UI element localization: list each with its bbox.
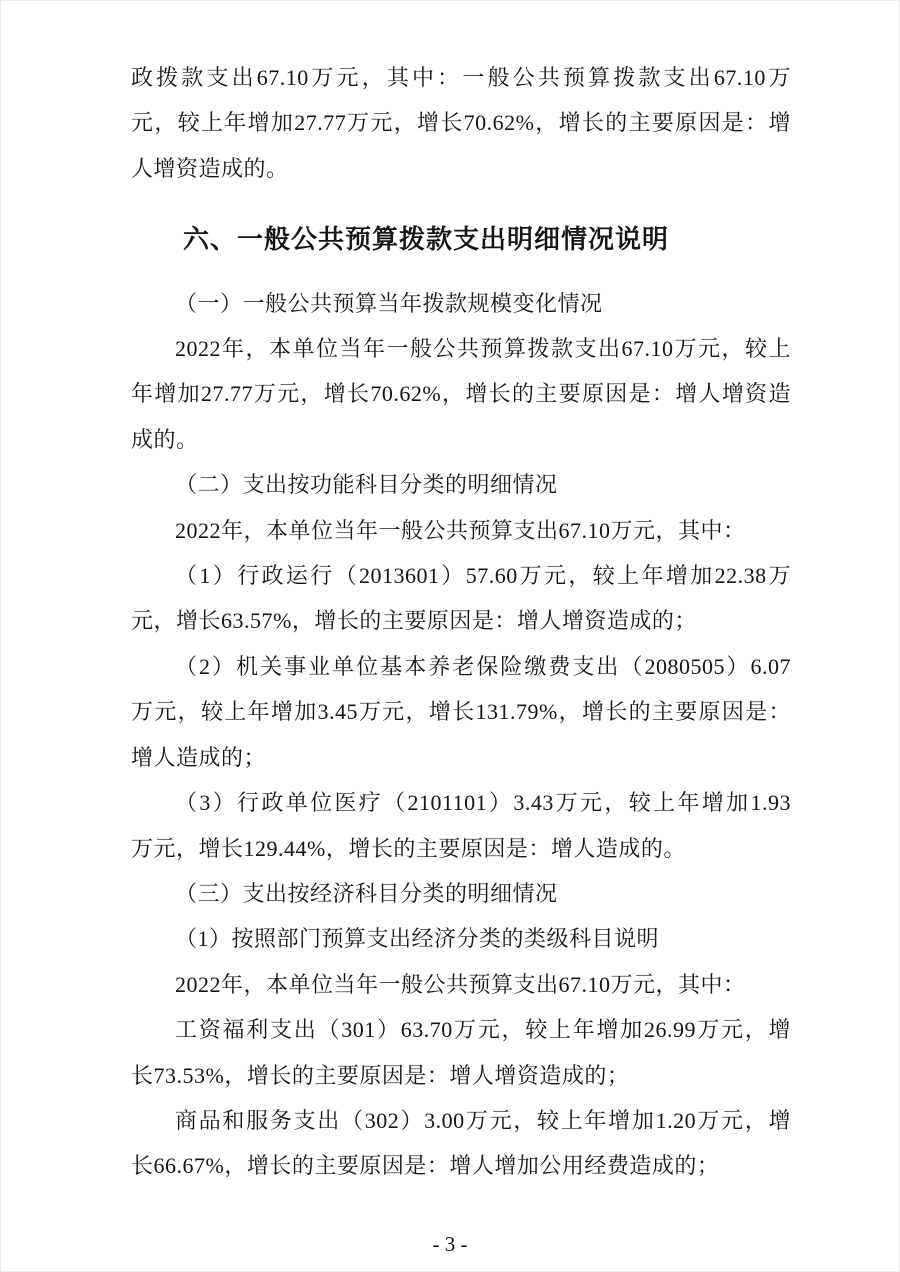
- text-line: 人增资造成的。: [131, 155, 289, 181]
- paragraph: [131, 916, 791, 961]
- text-line: 万元，较上年增加3.45万元，增长131.79%，增长的主要原因是：: [131, 699, 791, 725]
- text-line: 增人造成的；: [131, 744, 267, 770]
- text-line: 2022年，本单位当年一般公共预算支出67.10万元，其中：: [175, 517, 746, 543]
- text-line: 2022年，本单位当年一般公共预算拨款支出67.10万元，较上: [175, 336, 791, 362]
- paragraph: [131, 780, 791, 871]
- paragraph: [131, 55, 791, 191]
- text-line: 2022年，本单位当年一般公共预算支出67.10万元，其中：: [175, 971, 746, 997]
- text-line: （一）一般公共预算当年拨款规模变化情况: [175, 290, 603, 316]
- text-line: 商品和服务支出（302）3.00万元，较上年增加1.20万元，增: [175, 1107, 791, 1133]
- paragraph: [131, 281, 791, 326]
- text-line: （1）按照部门预算支出经济分类的类级科目说明: [175, 926, 660, 952]
- text-line: （2）机关事业单位基本养老保险缴费支出（2080505）6.07: [175, 653, 791, 679]
- paragraph: [131, 326, 791, 462]
- text-line: 元，较上年增加27.77万元，增长70.62%，增长的主要原因是：增: [131, 110, 791, 136]
- text-line: （二）支出按功能科目分类的明细情况: [175, 472, 558, 498]
- section-heading: 六、一般公共预算拨款支出明细情况说明: [183, 224, 670, 255]
- text-line: 元，增长63.57%，增长的主要原因是：增人增资造成的；: [131, 608, 697, 634]
- paragraph: [131, 553, 791, 644]
- page-number: - 3 -: [432, 1232, 468, 1256]
- text-line: 长73.53%，增长的主要原因是：增人增资造成的；: [131, 1062, 630, 1088]
- text-line: 政拨款支出67.10万元，其中：一般公共预算拨款支出67.10万: [131, 65, 791, 90]
- page-content: [131, 1, 791, 1189]
- paragraph: [131, 1098, 791, 1189]
- text-line: 长66.67%，增长的主要原因是：增人增加公用经费造成的；: [131, 1153, 720, 1179]
- paragraph: [131, 462, 791, 507]
- paragraph: [131, 962, 791, 1007]
- text-line: 成的。: [131, 426, 199, 452]
- text-line: 工资福利支出（301）63.70万元，较上年增加26.99万元，增: [175, 1017, 791, 1043]
- paragraph: [131, 508, 791, 553]
- paragraph: [131, 644, 791, 780]
- text-line: 年增加27.77万元，增长70.62%，增长的主要原因是：增人增资造: [131, 381, 791, 407]
- paragraph: [131, 871, 791, 916]
- text-line: （1）行政运行（2013601）57.60万元，较上年增加22.38万: [175, 563, 791, 589]
- text-line: 万元，增长129.44%，增长的主要原因是：增人造成的。: [131, 835, 686, 861]
- text-line: （三）支出按经济科目分类的明细情况: [175, 880, 558, 906]
- text-line: （3）行政单位医疗（2101101）3.43万元，较上年增加1.93: [175, 790, 791, 816]
- paragraph: [131, 1007, 791, 1098]
